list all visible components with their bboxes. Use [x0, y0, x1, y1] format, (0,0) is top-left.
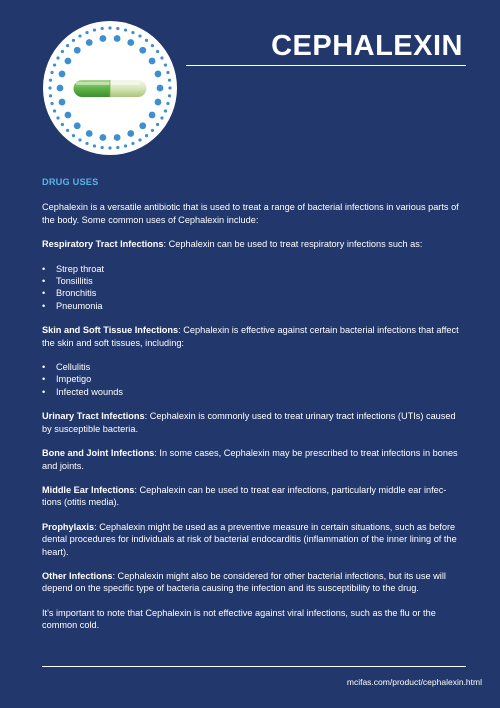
- logo-dot: [99, 134, 106, 141]
- section-title: DRUG USES: [42, 177, 99, 187]
- respiratory-text: : Cephalexin can be used to treat respiratory infections such as:: [163, 239, 423, 250]
- list-item: • Strep throat: [42, 263, 465, 275]
- logo-dot: [101, 27, 104, 30]
- logo-dot: [138, 34, 141, 37]
- logo-dot: [50, 71, 53, 74]
- logo-dot: [139, 47, 146, 54]
- respiratory-label: Respiratory Tract Infections: [42, 239, 164, 250]
- list-item: • Cellulitis: [42, 361, 465, 373]
- logo-dot: [124, 28, 127, 31]
- logo-dot: [168, 86, 171, 89]
- list-item: • Bronchitis: [42, 287, 465, 299]
- title-divider: [186, 65, 466, 66]
- other-paragraph: [42, 570, 465, 595]
- logo-dot: [72, 39, 75, 42]
- logo-dot: [114, 134, 121, 141]
- footer-url[interactable]: mcifas.com/product/cephalexin.html: [346, 677, 482, 687]
- logo-dot: [50, 102, 53, 105]
- logo-dot: [72, 134, 75, 137]
- logo-dot: [59, 71, 66, 78]
- logo-dot: [151, 129, 154, 132]
- logo-dot: [56, 116, 59, 119]
- intro-paragraph: Cephalexin is a versatile antibiotic that is used to treat a range of bacterial infections in various parts of the body. Some common uses of Cephalexin include:: [42, 202, 459, 225]
- logo-dot: [151, 44, 154, 47]
- logo-dot: [85, 142, 88, 145]
- skin-label: Skin and Soft Tissue Infections: [42, 325, 179, 336]
- footer-divider: [42, 666, 466, 667]
- logo-dot: [139, 122, 146, 129]
- logo-dot: [53, 109, 56, 112]
- ear-text: : Cephalexin can be used to treat ear infections, particularly middle ear infec-tions (otitis media).: [42, 484, 447, 508]
- respiratory-paragraph: [42, 238, 465, 250]
- logo-dot: [61, 123, 64, 126]
- logo-dot: [78, 34, 81, 37]
- logo-dot: [65, 58, 72, 65]
- logo-dot: [66, 44, 69, 47]
- logo-dot: [149, 58, 156, 65]
- list-item: • Infected wounds: [42, 386, 465, 398]
- logo-dot: [65, 112, 72, 119]
- skin-paragraph: [42, 324, 465, 349]
- logo-dot: [66, 129, 69, 132]
- logo-dot: [61, 50, 64, 53]
- logo-dot: [85, 31, 88, 34]
- logo-dot: [149, 112, 156, 119]
- logo-dot: [166, 102, 169, 105]
- urinary-text: : Cephalexin is commonly used to treat urinary tract infections (UTIs) caused by susceptible bacteria.: [42, 411, 456, 434]
- other-label: Other Infections: [42, 570, 113, 581]
- logo-dot: [101, 146, 104, 149]
- logo-dot: [156, 123, 159, 126]
- logo-dot: [93, 144, 96, 147]
- respiratory-list: [42, 263, 465, 313]
- logo-dot: [131, 31, 134, 34]
- skin-list: [42, 361, 465, 398]
- logo-dot: [114, 35, 121, 42]
- logo-dot: [78, 138, 81, 141]
- logo-dot: [49, 94, 52, 97]
- logo-dot: [93, 28, 96, 31]
- logo-dot: [131, 142, 134, 145]
- prophylaxis-paragraph: [42, 521, 465, 558]
- logo-dot: [166, 71, 169, 74]
- logo-dot: [59, 99, 66, 106]
- logo-dot: [56, 56, 59, 59]
- logo-dot: [116, 146, 119, 149]
- logo-dot: [157, 85, 164, 92]
- list-item: • Pneumonia: [42, 300, 465, 312]
- capsule-pill-icon: [42, 20, 178, 156]
- urinary-label: Urinary Tract Infections: [42, 411, 145, 422]
- logo-dot: [49, 79, 52, 82]
- logo-dot: [138, 138, 141, 141]
- logo-dot: [74, 122, 81, 129]
- logo-dot: [155, 99, 162, 106]
- logo-dot: [127, 39, 134, 46]
- prophylaxis-text: : Cephalexin might be used as a preventive measure in certain situations, such as before dental procedures for individuals at risk of bacterial endocarditis (inflammation of the inner lining of the heart).: [42, 521, 457, 557]
- logo-dot: [74, 47, 81, 54]
- logo-dot: [145, 134, 148, 137]
- logo-dot: [156, 50, 159, 53]
- logo-dot: [160, 56, 163, 59]
- bone-paragraph: [42, 447, 465, 472]
- logo-dot: [145, 39, 148, 42]
- logo-dot: [108, 26, 111, 29]
- ear-paragraph: [42, 484, 465, 509]
- logo-dot: [160, 116, 163, 119]
- prophylaxis-label: Prophylaxis: [42, 521, 95, 532]
- logo-dot: [108, 146, 111, 149]
- bone-label: Bone and Joint Infections: [42, 448, 155, 459]
- logo-dot: [124, 144, 127, 147]
- logo-dot: [86, 130, 93, 137]
- bone-text: : In some cases, Cephalexin may be prescribed to treat infections in bones and joints.: [42, 448, 458, 471]
- other-text: : Cephalexin might also be considered for other bacterial infections, but its use will depend on the specific type of bacteria causing the infection and its susceptibility to the drug.: [42, 570, 446, 594]
- ear-label: Middle Ear Infections: [42, 484, 135, 495]
- logo-dot: [86, 39, 93, 46]
- skin-text: : Cephalexin is effective against certain bacterial infections that affect the skin and soft tissues, including:: [42, 325, 459, 348]
- logo-dot: [57, 85, 64, 92]
- logo-dot: [99, 35, 106, 42]
- urinary-paragraph: [42, 410, 465, 435]
- page-title: CEPHALEXIN: [271, 30, 463, 62]
- logo-dot: [155, 71, 162, 78]
- drug-uses-section: [42, 176, 465, 644]
- list-item: • Tonsillitis: [42, 275, 465, 287]
- logo-dot: [164, 63, 167, 66]
- logo-dot: [164, 109, 167, 112]
- logo-dot: [168, 94, 171, 97]
- logo-dot: [53, 63, 56, 66]
- logo-dot: [48, 86, 51, 89]
- logo-dot: [168, 79, 171, 82]
- logo-dot: [127, 130, 134, 137]
- logo-dot: [116, 27, 119, 30]
- note-paragraph: It's important to note that Cephalexin is not effective against viral infections, such as the flu or the common cold.: [42, 607, 436, 631]
- list-item: • Impetigo: [42, 373, 465, 385]
